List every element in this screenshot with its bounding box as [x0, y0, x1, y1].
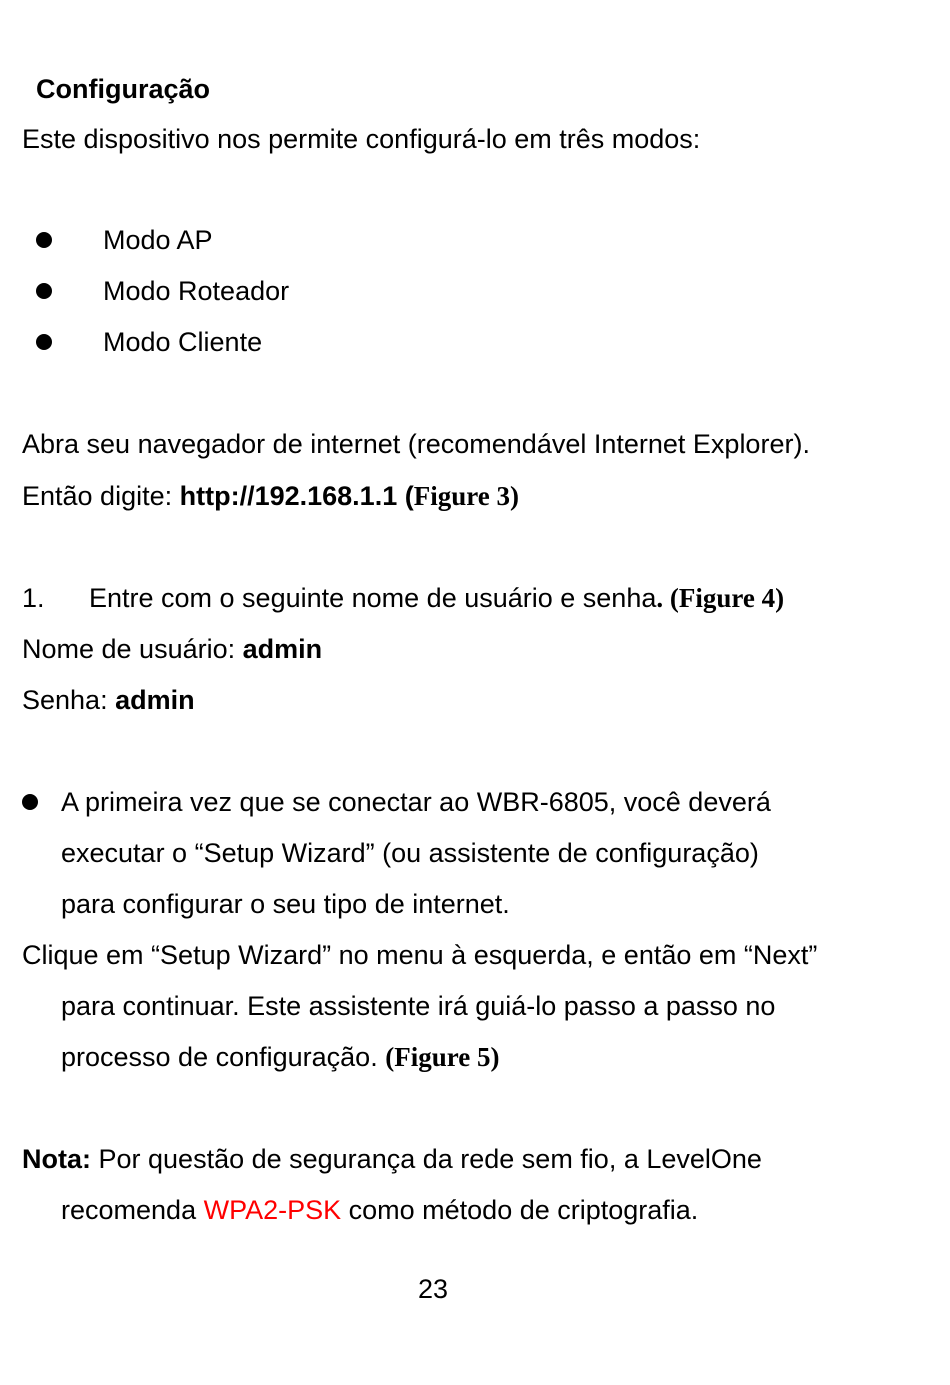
wizard-line-2: executar o “Setup Wizard” (ou assistente de configuração) — [61, 838, 759, 868]
browser-instruction: Abra seu navegador de internet (recomendável Internet Explorer). — [22, 429, 810, 459]
intro-text: Este dispositivo nos permite configurá-lo em três modos: — [22, 124, 701, 154]
list-item: Modo Roteador — [103, 276, 290, 306]
click-line-3-text: processo de configuração. — [61, 1042, 386, 1072]
list-item: Modo AP — [103, 225, 213, 255]
click-line-1: Clique em “Setup Wizard” no menu à esquerda, e então em “Next” — [22, 940, 818, 970]
bullet-icon — [36, 283, 52, 299]
figure-ref: Figure 3 — [413, 481, 510, 511]
paren-open: ( — [385, 1042, 395, 1072]
note-label: Nota: — [22, 1144, 91, 1174]
username-value: admin — [242, 634, 323, 664]
username-label: Nome de usuário: — [22, 634, 243, 664]
section-heading: Configuração — [36, 74, 211, 104]
note-text-post: como método de criptografia. — [341, 1195, 699, 1225]
password-label: Senha: — [22, 685, 116, 715]
dot-paren: . ( — [656, 583, 679, 613]
step-text — [89, 581, 784, 615]
note-text: Por questão de segurança da rede sem fio, a LevelOne — [91, 1144, 762, 1174]
address-instruction — [22, 479, 519, 513]
wizard-line-3: para configurar o seu tipo de internet. — [61, 889, 510, 919]
figure-ref: Figure 4 — [678, 583, 776, 613]
bullet-icon — [22, 794, 38, 810]
step-text-body: Entre com o seguinte nome de usuário e senha — [89, 583, 657, 613]
click-line-3 — [61, 1040, 499, 1074]
address-value: http://192.168.1.1 — [179, 481, 398, 511]
password-value: admin — [115, 685, 195, 715]
figure-ref: Figure 5 — [394, 1042, 491, 1072]
note-highlight: WPA2-PSK — [203, 1195, 342, 1225]
password-line — [22, 683, 195, 717]
step-number: 1. — [22, 583, 45, 613]
username-line — [22, 632, 322, 666]
paren-close: ) — [775, 583, 785, 613]
bullet-icon — [36, 232, 52, 248]
address-prefix: Então digite: — [22, 481, 180, 511]
bullet-icon — [36, 334, 52, 350]
note-line-1 — [22, 1142, 762, 1176]
page-number: 23 — [418, 1274, 449, 1304]
paren-open: ( — [397, 481, 414, 511]
wizard-line-1: A primeira vez que se conectar ao WBR-6805, você deverá — [61, 787, 771, 817]
paren-close: ) — [509, 481, 519, 511]
note-line-2 — [61, 1193, 698, 1227]
click-line-2: para continuar. Este assistente irá guiá-lo passo a passo no — [61, 991, 776, 1021]
paren-close: ) — [490, 1042, 500, 1072]
note-text-pre: recomenda — [61, 1195, 204, 1225]
list-item: Modo Cliente — [103, 327, 263, 357]
